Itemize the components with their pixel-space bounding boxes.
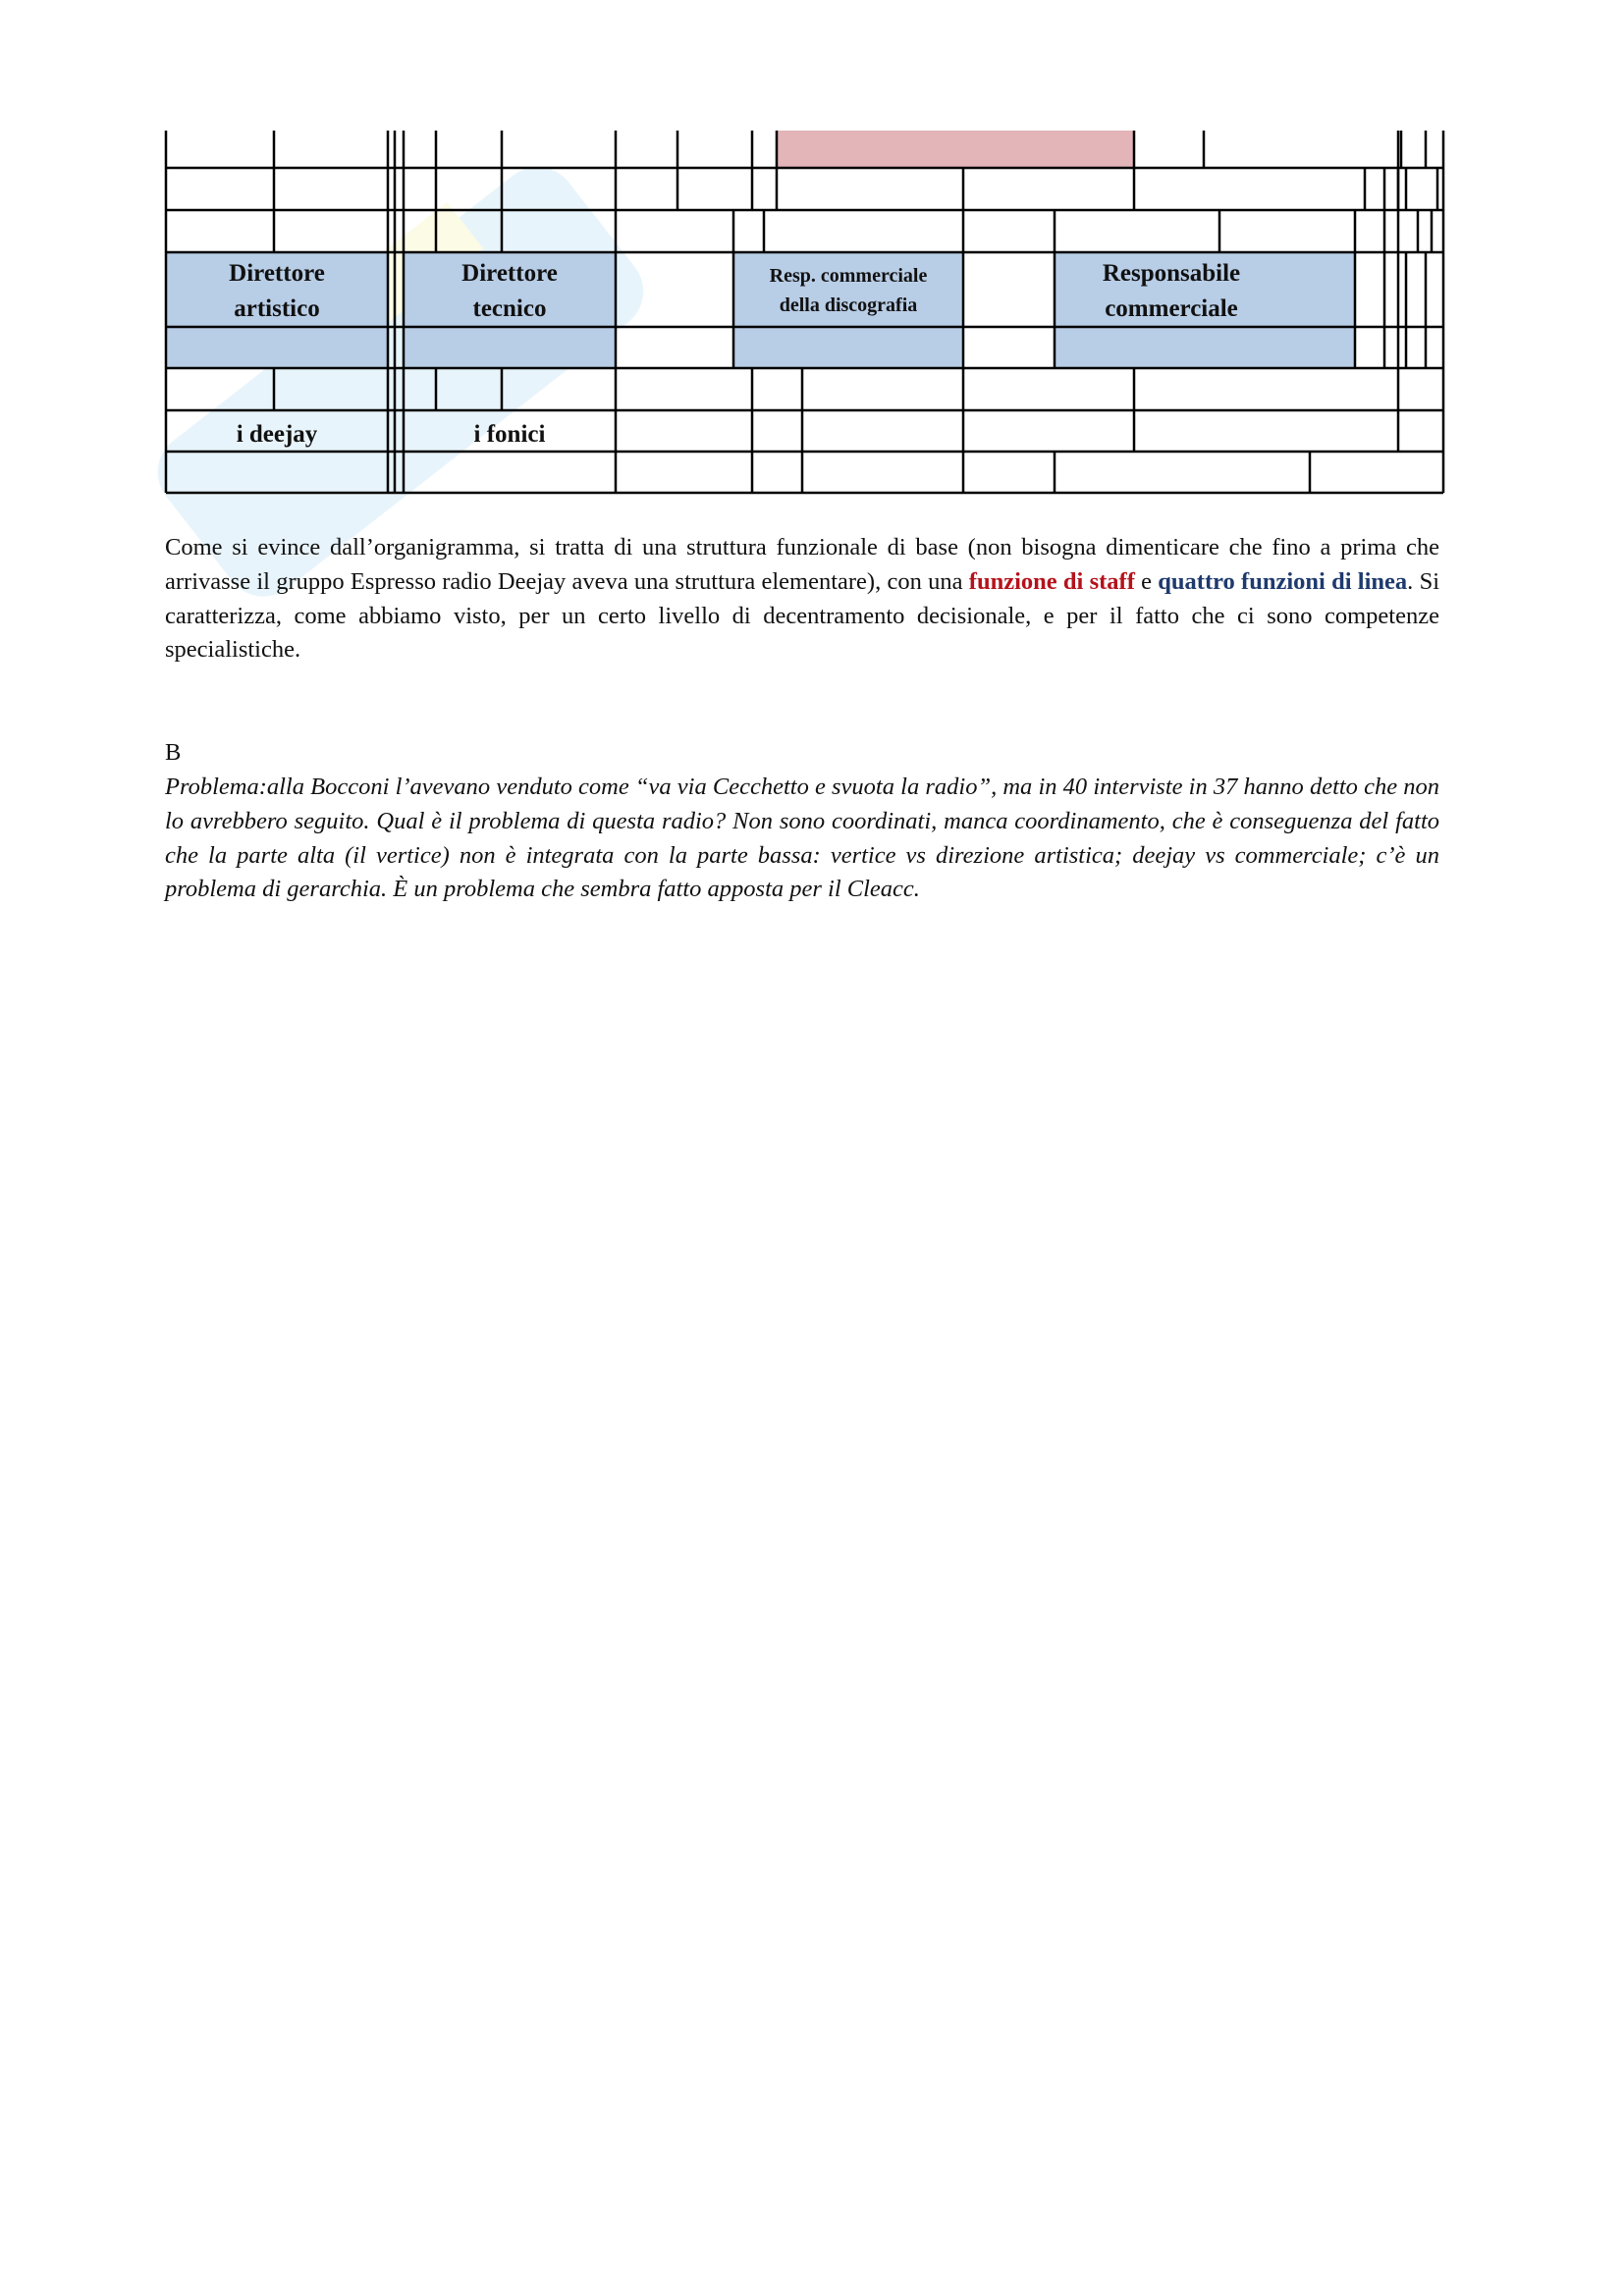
paragraph-organigramma [165, 531, 1439, 667]
top-box [777, 131, 1134, 168]
dir-tec-line2: tecnico [472, 295, 547, 322]
dir-tec-line1: Direttore [461, 260, 558, 287]
paragraph-problema: Problema:alla Bocconi l’avevano venduto come “va via Cecchetto e svuota la radio”, ma in 40 interviste in 37 hanno detto che non lo avrebbero seguito. Qual è il problema di questa radio? Non sono coordinati, manca coordinamento, che è conseguenza del fatto che la parte alta (il vertice) non è integrata con la parte bassa: vertice vs direzione artistica; deejay vs commerciale; c’è un problema di gerarchia. È un problema che sembra fatto apposta per il Cleacc. [165, 774, 1439, 903]
dir-art-line1: Direttore [229, 260, 325, 287]
p1-text-a: Come si evince dall’organigramma, si tratta di una struttura funzionale di base (non bisogna dimenticare che fino a prima che arrivasse il gruppo Espresso radio Deejay aveva una struttura elementare), con una [165, 534, 1439, 595]
deejay-label: i deejay [236, 421, 318, 448]
resp-comm-line2: commerciale [1105, 295, 1238, 322]
p1-text-b: e [1134, 567, 1159, 595]
funzioni-linea: quattro funzioni di linea [1158, 567, 1408, 595]
resp-disco-line1: Resp. commerciale [769, 265, 928, 287]
resp-disco-line2: della discografia [779, 294, 918, 316]
funzione-staff: funzione di staff [968, 567, 1135, 595]
resp-comm-line1: Responsabile [1102, 260, 1241, 287]
dir-art-line2: artistico [234, 295, 320, 322]
section-letter: B [165, 739, 182, 766]
fonici-label: i fonici [473, 421, 546, 448]
org-chart [0, 0, 1624, 510]
p1-text-c: . Si caratterizza, come abbiamo visto, per un certo livello di decentramento decisionale, e per il fatto che ci sono competenze specialistiche. [165, 567, 1439, 664]
